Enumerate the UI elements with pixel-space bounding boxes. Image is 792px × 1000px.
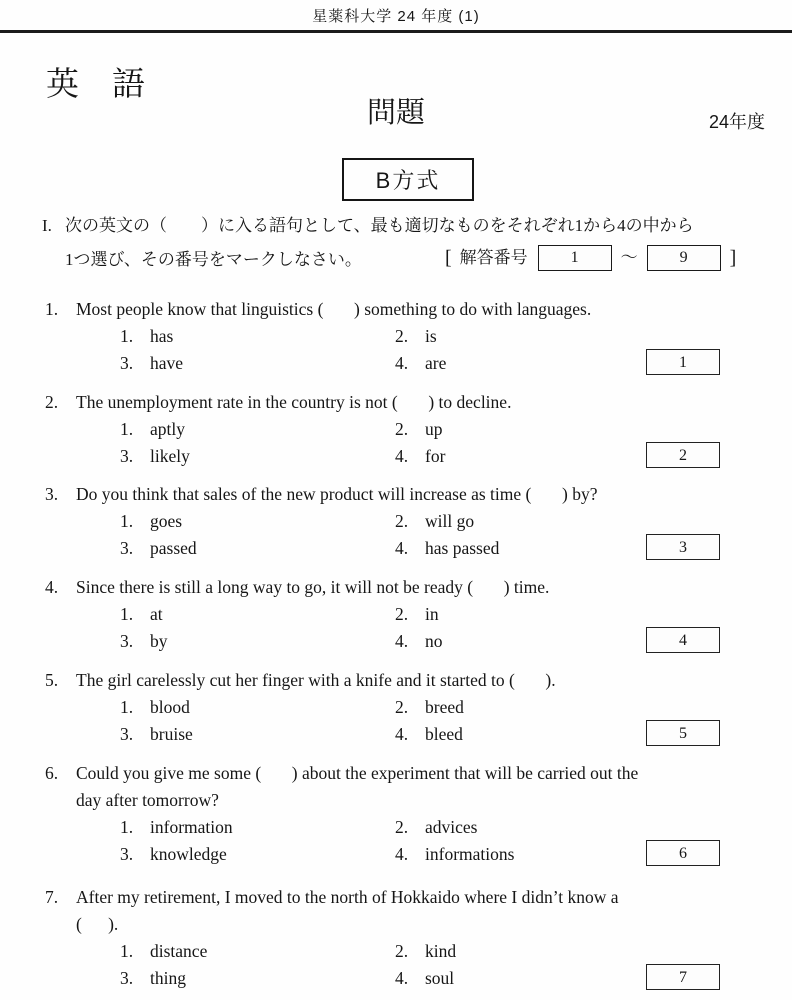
- stem-line: After my retirement, I moved to the north of Hokkaido where I didn’t know a: [76, 887, 619, 907]
- method-label: B方式: [375, 168, 441, 193]
- answer-box-number: 2: [679, 446, 687, 464]
- option-text: bleed: [425, 724, 463, 744]
- answer-box-number: 6: [679, 844, 687, 862]
- question-number: 5.: [45, 670, 59, 690]
- stem-line: Could you give me some ( ) about the experiment that will be carried out the: [76, 763, 639, 783]
- option-number: 2.: [395, 419, 409, 439]
- answer-range-to-box: 9: [647, 245, 721, 271]
- option-4: [395, 350, 792, 377]
- subject-title: 英 語: [46, 65, 145, 102]
- option-number: 4.: [395, 446, 409, 466]
- option-text: are: [425, 353, 447, 373]
- option-3: [120, 350, 395, 377]
- option-text: goes: [150, 511, 183, 531]
- question-7: [0, 884, 792, 992]
- option-number: 2.: [395, 941, 409, 961]
- option-number: 1.: [120, 326, 134, 346]
- question-stem: [45, 667, 792, 694]
- question-stem: [45, 296, 792, 323]
- page-heading: 問題: [366, 97, 425, 129]
- option-text: knowledge: [150, 844, 227, 864]
- option-2: [395, 694, 792, 721]
- question-6: [0, 760, 792, 868]
- question-4: [0, 574, 792, 655]
- close-bracket: ]: [729, 247, 737, 269]
- option-number: 3.: [120, 353, 134, 373]
- option-number: 1.: [120, 941, 134, 961]
- instruction-line-1: [42, 213, 764, 239]
- answer-box-4: [646, 627, 720, 653]
- document-header: 星薬科大学 24 年度 (1): [312, 8, 480, 25]
- stem-line: The girl carelessly cut her finger with a knife and it started to ( ).: [76, 670, 556, 690]
- option-text: distance: [150, 941, 208, 961]
- option-4: [395, 535, 792, 562]
- answer-box-number: 4: [679, 631, 687, 649]
- option-number: 4.: [395, 724, 409, 744]
- question-number: 2.: [45, 392, 59, 412]
- answer-box-number: 3: [679, 538, 687, 556]
- question-5: [0, 667, 792, 748]
- option-number: 1.: [120, 697, 134, 717]
- option-number: 3.: [120, 724, 134, 744]
- stem-line: Since there is still a long way to go, it will not be ready ( ) time.: [76, 577, 550, 597]
- instruction-line-2: [42, 247, 764, 274]
- answer-box-number: 5: [679, 724, 687, 742]
- option-number: 2.: [395, 604, 409, 624]
- option-number: 1.: [120, 604, 134, 624]
- option-text: at: [150, 604, 163, 624]
- option-number: 3.: [120, 631, 134, 651]
- option-number: 2.: [395, 817, 409, 837]
- option-2: [395, 601, 792, 628]
- answer-number-range: [445, 245, 736, 271]
- answer-box-3: [646, 534, 720, 560]
- option-3: [120, 535, 395, 562]
- question-number: 3.: [45, 484, 59, 504]
- question-stem: [45, 760, 792, 814]
- option-text: in: [425, 604, 439, 624]
- option-2: [395, 938, 792, 965]
- option-text: likely: [150, 446, 190, 466]
- option-1: [120, 694, 395, 721]
- stem-line: day after tomorrow?: [76, 790, 219, 810]
- option-number: 1.: [120, 419, 134, 439]
- option-number: 2.: [395, 697, 409, 717]
- section-instructions: [42, 213, 764, 274]
- option-1: [120, 814, 395, 841]
- option-text: bruise: [150, 724, 193, 744]
- open-bracket: [: [445, 247, 452, 269]
- option-3: [120, 628, 395, 655]
- option-number: 4.: [395, 538, 409, 558]
- question-1: [0, 296, 792, 377]
- stem-line: Most people know that linguistics ( ) something to do with languages.: [76, 299, 592, 319]
- option-text: will go: [425, 511, 475, 531]
- option-3: [120, 965, 395, 992]
- method-box: [342, 158, 474, 201]
- option-text: up: [425, 419, 443, 439]
- answer-box-1: [646, 349, 720, 375]
- question-number: 1.: [45, 299, 59, 319]
- year-label: 24年度: [708, 112, 765, 132]
- question-stem: [45, 574, 792, 601]
- stem-line: The unemployment rate in the country is not ( ) to decline.: [76, 392, 512, 412]
- option-text: is: [425, 326, 437, 346]
- option-number: 2.: [395, 511, 409, 531]
- option-number: 3.: [120, 446, 134, 466]
- question-stem: [45, 481, 792, 508]
- option-number: 4.: [395, 631, 409, 651]
- answer-box-6: [646, 840, 720, 866]
- question-number: 7.: [45, 887, 59, 907]
- question-stem: [45, 389, 792, 416]
- option-2: [395, 323, 792, 350]
- stem-line: ( ).: [76, 914, 119, 934]
- option-number: 1.: [120, 511, 134, 531]
- option-1: [120, 601, 395, 628]
- answer-box-7: [646, 964, 720, 990]
- option-4: [395, 841, 792, 868]
- option-text: soul: [425, 968, 455, 988]
- header-divider: [0, 30, 792, 33]
- option-1: [120, 323, 395, 350]
- option-3: [120, 841, 395, 868]
- stem-line: Do you think that sales of the new product will increase as time ( ) by?: [76, 484, 598, 504]
- option-number: 2.: [395, 326, 409, 346]
- option-3: [120, 721, 395, 748]
- option-text: thing: [150, 968, 186, 988]
- option-text: blood: [150, 697, 190, 717]
- option-text: information: [150, 817, 233, 837]
- option-number: 1.: [120, 817, 134, 837]
- instruction-text-2: 1つ選び、その番号をマークしなさい。: [65, 250, 362, 269]
- option-text: have: [150, 353, 184, 373]
- question-number: 4.: [45, 577, 59, 597]
- option-3: [120, 443, 395, 470]
- option-text: passed: [150, 538, 197, 558]
- option-text: has: [150, 326, 174, 346]
- option-4: [395, 721, 792, 748]
- instruction-text-1: 次の英文の（ ）に入る語句として、最も適切なものをそれぞれ1から4の中から: [65, 216, 694, 235]
- range-tilde: ～: [620, 248, 638, 267]
- option-4: [395, 965, 792, 992]
- answer-box-5: [646, 720, 720, 746]
- answer-number-label: 解答番号: [459, 248, 528, 267]
- question-number: 6.: [45, 763, 59, 783]
- option-2: [395, 416, 792, 443]
- option-number: 4.: [395, 844, 409, 864]
- answer-box-number: 7: [679, 968, 687, 986]
- option-text: has passed: [425, 538, 500, 558]
- option-text: informations: [425, 844, 515, 864]
- option-text: kind: [425, 941, 457, 961]
- question-3: [0, 481, 792, 562]
- option-number: 3.: [120, 538, 134, 558]
- option-1: [120, 416, 395, 443]
- option-1: [120, 508, 395, 535]
- option-4: [395, 628, 792, 655]
- option-number: 3.: [120, 968, 134, 988]
- answer-box-number: 1: [679, 353, 687, 371]
- option-2: [395, 814, 792, 841]
- section-numeral: I.: [42, 216, 52, 235]
- option-4: [395, 443, 792, 470]
- option-text: for: [425, 446, 446, 466]
- option-number: 4.: [395, 353, 409, 373]
- option-1: [120, 938, 395, 965]
- option-number: 4.: [395, 968, 409, 988]
- answer-box-2: [646, 442, 720, 468]
- option-number: 3.: [120, 844, 134, 864]
- option-2: [395, 508, 792, 535]
- option-text: breed: [425, 697, 464, 717]
- option-text: by: [150, 631, 168, 651]
- question-stem: [45, 884, 792, 938]
- question-2: [0, 389, 792, 470]
- option-text: no: [425, 631, 443, 651]
- option-text: aptly: [150, 419, 185, 439]
- option-text: advices: [425, 817, 478, 837]
- answer-range-from-box: 1: [538, 245, 612, 271]
